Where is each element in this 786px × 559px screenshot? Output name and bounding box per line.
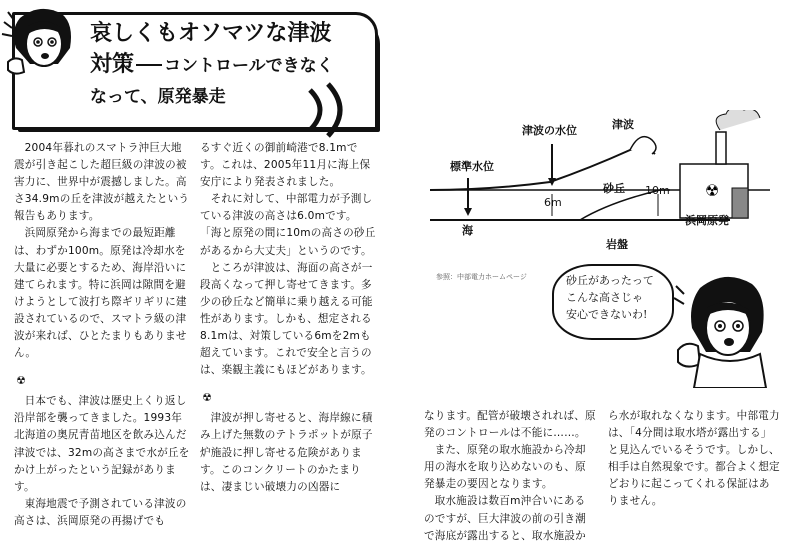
paragraph: なります。配管が破壊されれば、原発のコントロールは不能に……。 <box>424 410 596 440</box>
paragraph: 「海と原発の間に10mの高さの砂丘があるから大丈夫」というのです。 <box>200 227 376 257</box>
title-line2b: コントロールできなく <box>164 56 334 76</box>
label-sea: 海 <box>462 224 473 237</box>
title-line2a: 対策 <box>90 52 135 77</box>
title-line2 <box>90 49 334 82</box>
paragraph: それに対して、中部電力が予測している津波の高さは6.0mです。 <box>200 193 373 223</box>
label-plant: 浜岡原発 <box>685 214 729 227</box>
radiation-icon: ☢ <box>202 391 213 405</box>
bubble-line: こんな高さじゃ <box>566 291 643 304</box>
label-10m: 10m <box>645 184 670 197</box>
paragraph: ら水が取れなくなります。中部電力は、「4分間は取水塔が露出する」と見込んでいるそうです。しかし、相手は自然現象です。都合よく想定どおりに起こってくれる保証はありません。 <box>608 410 780 508</box>
label-6m: 6m <box>544 196 562 209</box>
title <box>90 18 334 113</box>
paragraph: ところが津波は、海面の高さが一段高くなって押し寄せてきます。多少の砂丘など簡単に乗り越える可能性があります。しかも、想定される8.1mは、対策している6mを2mも超えています。これで安全と言うのは、楽観主義にもほどがあります。 <box>200 261 373 377</box>
paragraph: また、原発の取水施設から冷却用の海水を取り込めないのも、原発暴走の要因となります。 <box>424 444 586 491</box>
label-sand-dune: 砂丘 <box>603 182 625 195</box>
title-line3: なって、原発暴走 <box>90 87 226 107</box>
column-3 <box>424 408 596 545</box>
label-bedrock: 岩盤 <box>606 238 628 251</box>
radiation-icon: ☢ <box>705 181 720 200</box>
tsunami-diagram <box>430 110 770 260</box>
title-dash <box>136 64 162 66</box>
cartoon-woman-top <box>0 0 90 90</box>
bubble-text <box>566 272 666 323</box>
paragraph: 日本でも、津波は歴史上くり返し沿岸部を襲ってきました。1993年北海道の奥尻青苗地区を飲み込んだ津波では、32mの高さまで水が丘をかけ上がったという記録があります。 <box>14 395 190 493</box>
label-tsunami: 津波 <box>612 118 634 131</box>
source-note: 参照：中部電力ホームページ <box>436 273 527 281</box>
paragraph: 2004年暮れのスマトラ沖巨大地震が引き起こした超巨級の津波の被害力に、世界中が震撼しました。高さ34.9mの丘を津波が越えたという報告もあります。 <box>14 142 190 223</box>
radiation-icon: ☢ <box>16 374 27 388</box>
paragraph: るすぐ近くの御前崎港で8.1mです。これは、2005年11月に海上保安庁により発表されました。 <box>200 142 371 189</box>
column-2 <box>200 140 376 496</box>
paragraph: 取水施設は数百m沖合いにあるのですが、巨大津波の前の引き潮で海底が露出すると、取水施設か <box>424 495 586 542</box>
bubble-line: 砂丘があったって <box>566 274 654 287</box>
paragraph: 津波が押し寄せると、海岸線に積み上げた無数のテトラポットが原子炉施設に押し寄せる危険があります。このコンクリートのかたまりは、凄まじい破壊力の凶器に <box>200 412 373 493</box>
paragraph: 浜岡原発から海までの最短距離は、わずか100m。原発は冷却水を大量に必要とするため、海岸沿いに建てられます。特に浜岡は隙間を避けようとして波打ち際ギリギリに建設されているので、スマトラ級の津波が来れば、ひとたまりもありません。 <box>14 227 187 360</box>
title-line1: 哀しくもオソマツな津波 <box>90 21 332 46</box>
bubble-line: 安心できないわ! <box>566 308 648 321</box>
cartoon-woman-right <box>670 268 780 388</box>
label-standard: 標準水位 <box>450 160 494 173</box>
label-tsunami-level: 津波の水位 <box>522 124 577 137</box>
column-1 <box>14 140 190 530</box>
paragraph: 東海地震で予測されている津波の高さは、浜岡原発の再揚げでも <box>14 497 187 527</box>
wave-marks <box>300 80 370 140</box>
column-4 <box>608 408 780 511</box>
